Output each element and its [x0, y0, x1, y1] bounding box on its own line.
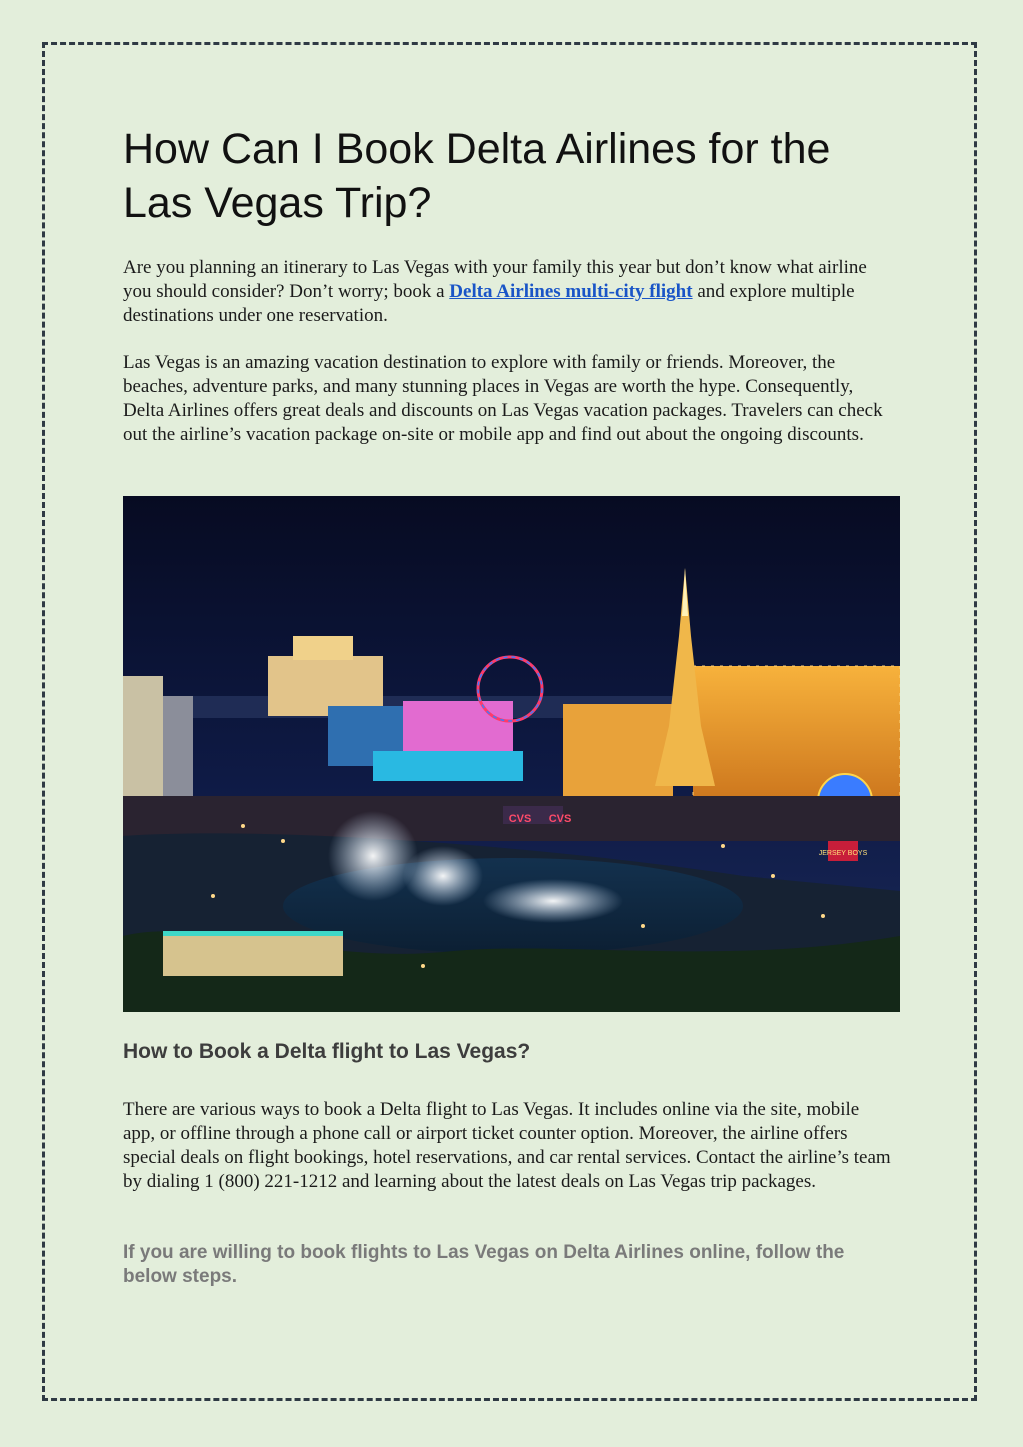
cvs-sign-left: CVS [508, 813, 532, 825]
las-vegas-paragraph: Las Vegas is an amazing vacation destination to explore with family or friends. Moreover, the beaches, adventure parks, and many stunning places in Vegas are worth the hype. Consequently, Delta Airlines offers great deals and discounts on Las Vegas vacation packages. Travelers can check out the airline’s vacation package on-site or mobile app and find out about the ongoing discounts. [123, 352, 883, 445]
multi-city-flight-link[interactable]: Delta Airlines multi-city flight [449, 281, 693, 302]
intro-paragraph [123, 256, 893, 328]
intro-text-before: Are you planning an itinerary to Las Vegas with your family this year but don’t know what airline you should consider? Don’t worry; book a [123, 257, 867, 302]
page-title: How Can I Book Delta Airlines for the Las Vegas Trip? [123, 125, 831, 227]
las-vegas-strip-photo [123, 496, 900, 1012]
jersey-boys-sign: JERSEY BOYS [818, 850, 868, 857]
intro-text-after: and explore multiple destinations under one reservation. [123, 281, 855, 326]
cvs-sign-right: CVS [548, 813, 572, 825]
section-heading: How to Book a Delta flight to Las Vegas? [123, 1040, 531, 1063]
booking-ways-paragraph: There are various ways to book a Delta flight to Las Vegas. It includes online via the site, mobile app, or offline through a phone call or airport ticket counter option. Moreover, the airline offers special deals on flight bookings, hotel reservations, and car rental services. Contact the airline’s team by dialing 1 (800) 221-1212 and learning about the latest deals on Las Vegas trip packages. [123, 1099, 891, 1192]
online-steps-callout: If you are willing to book flights to Las Vegas on Delta Airlines online, follow the below steps. [123, 1242, 845, 1287]
